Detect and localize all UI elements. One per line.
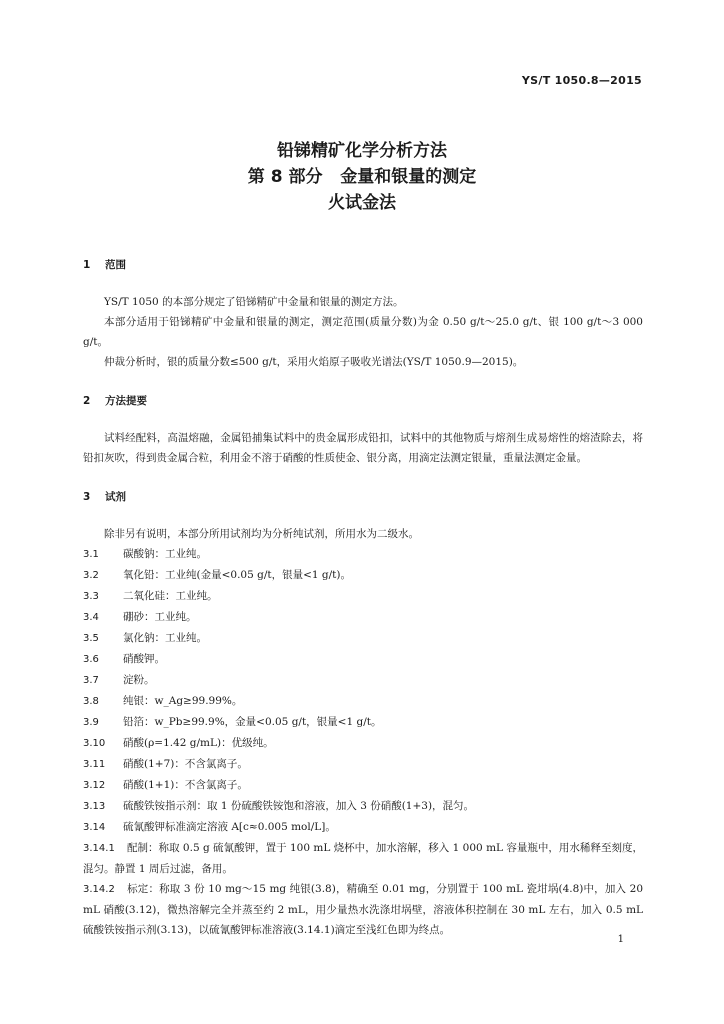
reagent-subitem: [83, 879, 643, 940]
section-number: 2: [83, 395, 91, 407]
reagent-item: [83, 670, 643, 691]
item-number: 3.12: [83, 780, 106, 791]
item-number: 3.8: [83, 696, 99, 707]
item-text: 铅箔：w_Pb≥99.9%，金量<0.05 g/t，银量<1 g/t。: [123, 716, 382, 728]
standard-number: YS/T 1050.8—2015: [521, 74, 642, 87]
item-number: 3.14: [83, 822, 106, 833]
item-number: 3.7: [83, 675, 99, 686]
item-text: 淀粉。: [123, 674, 155, 686]
reagent-item: [83, 607, 643, 628]
title-line-2: 第 8 部分 金量和银量的测定: [247, 167, 477, 187]
section-number: 1: [83, 259, 91, 271]
item-text: 纯银：w_Ag≥99.99%。: [123, 695, 243, 707]
item-number: 3.13: [83, 801, 106, 812]
item-text: 硝酸钾。: [123, 653, 165, 665]
scope-paragraph: 本部分适用于铅锑精矿中金量和银量的测定，测定范围(质量分数)为金 0.50 g/t～25.0 g/t、银 100 g/t～3 000 g/t。: [83, 316, 643, 348]
item-number: 3.14.1: [83, 843, 115, 854]
title-line-3: 火试金法: [328, 193, 396, 213]
reagent-item: [83, 712, 643, 733]
item-text: 氯化钠：工业纯。: [123, 632, 207, 644]
item-text: 硫酸铁铵指示剂：取 1 份硫酸铁铵饱和溶液，加入 3 份硝酸(1+3)，混匀。: [123, 800, 475, 812]
item-text: 硝酸(1+7)：不含氯离子。: [123, 758, 248, 770]
section-heading-reagents: [83, 488, 643, 506]
item-number: 3.2: [83, 570, 99, 581]
item-number: 3.6: [83, 654, 99, 665]
item-text: 硝酸(1+1)：不含氯离子。: [123, 779, 248, 791]
section-heading-summary: [83, 392, 643, 410]
reagent-item: [83, 544, 643, 565]
item-text: 氧化铅：工业纯(金量<0.05 g/t，银量<1 g/t)。: [123, 569, 351, 581]
reagent-item: [83, 775, 643, 796]
section-title: 方法提要: [105, 395, 147, 407]
document-body: [83, 256, 643, 940]
reagent-item: [83, 649, 643, 670]
document-title: [0, 138, 724, 216]
reagent-item: [83, 796, 643, 817]
item-text: 硝酸(ρ=1.42 g/mL)：优级纯。: [123, 737, 274, 749]
scope-paragraph: 仲裁分析时，银的质量分数≤500 g/t，采用火焰原子吸收光谱法(YS/T 1050.9—2015)。: [104, 356, 524, 368]
item-number: 3.1: [83, 549, 99, 560]
item-text: 配制：称取 0.5 g 硫氰酸钾，置于 100 mL 烧杯中，加水溶解，移入 1 000 mL 容量瓶中，用水稀释至刻度，混匀。静置 1 周后过滤，备用。: [83, 842, 643, 875]
scope-paragraph: YS/T 1050 的本部分规定了铅锑精矿中金量和银量的测定方法。: [104, 296, 404, 308]
reagent-subitem: [83, 838, 643, 879]
reagent-item: [83, 754, 643, 775]
item-number: 3.11: [83, 759, 106, 770]
reagent-item: [83, 586, 643, 607]
summary-paragraph: 试料经配料，高温熔融，金属铅捕集试料中的贵金属形成铅扣，试料中的其他物质与熔剂生成易熔性的熔渣除去，将铅扣灰吹，得到贵金属合粒，利用金不溶于硝酸的性质使金、银分离，用滴定法测定银量，重量法测定金量。: [83, 432, 643, 464]
reagent-item: [83, 565, 643, 586]
reagent-item: [83, 733, 643, 754]
item-number: 3.10: [83, 738, 106, 749]
reagent-item: [83, 817, 643, 838]
section-title: 试剂: [105, 491, 126, 503]
reagent-item: [83, 628, 643, 649]
item-number: 3.14.2: [83, 884, 115, 895]
title-line-1: 铅锑精矿化学分析方法: [277, 141, 447, 161]
section-heading-scope: [83, 256, 643, 274]
item-text: 硼砂：工业纯。: [123, 611, 197, 623]
section-title: 范围: [105, 259, 126, 271]
section-number: 3: [83, 491, 91, 503]
reagents-intro: 除非另有说明，本部分所用试剂均为分析纯试剂，所用水为二级水。: [104, 528, 419, 540]
page-number: 1: [617, 934, 624, 945]
item-text: 二氧化硅：工业纯。: [123, 590, 218, 602]
item-text: 碳酸钠：工业纯。: [123, 548, 207, 560]
item-text: 标定：称取 3 份 10 mg～15 mg 纯银(3.8)，精确至 0.01 mg，分别置于 100 mL 瓷坩埚(4.8)中，加入 20 mL 硝酸(3.12)，微热溶解完全并蒸至约 2 mL，用少量热水洗涤坩埚壁，溶液体积控制在 30 mL 左右，加入 0.5 mL 硫酸铁铵指示剂(3.13)，以硫氰酸钾标准溶液(3.14.1)滴定至浅红色即为终点。: [83, 883, 643, 936]
item-text: 硫氰酸钾标准滴定溶液 A[c≈0.005 mol/L]。: [123, 821, 336, 833]
reagent-item: [83, 691, 643, 712]
item-number: 3.4: [83, 612, 99, 623]
item-number: 3.9: [83, 717, 99, 728]
item-number: 3.3: [83, 591, 99, 602]
item-number: 3.5: [83, 633, 99, 644]
